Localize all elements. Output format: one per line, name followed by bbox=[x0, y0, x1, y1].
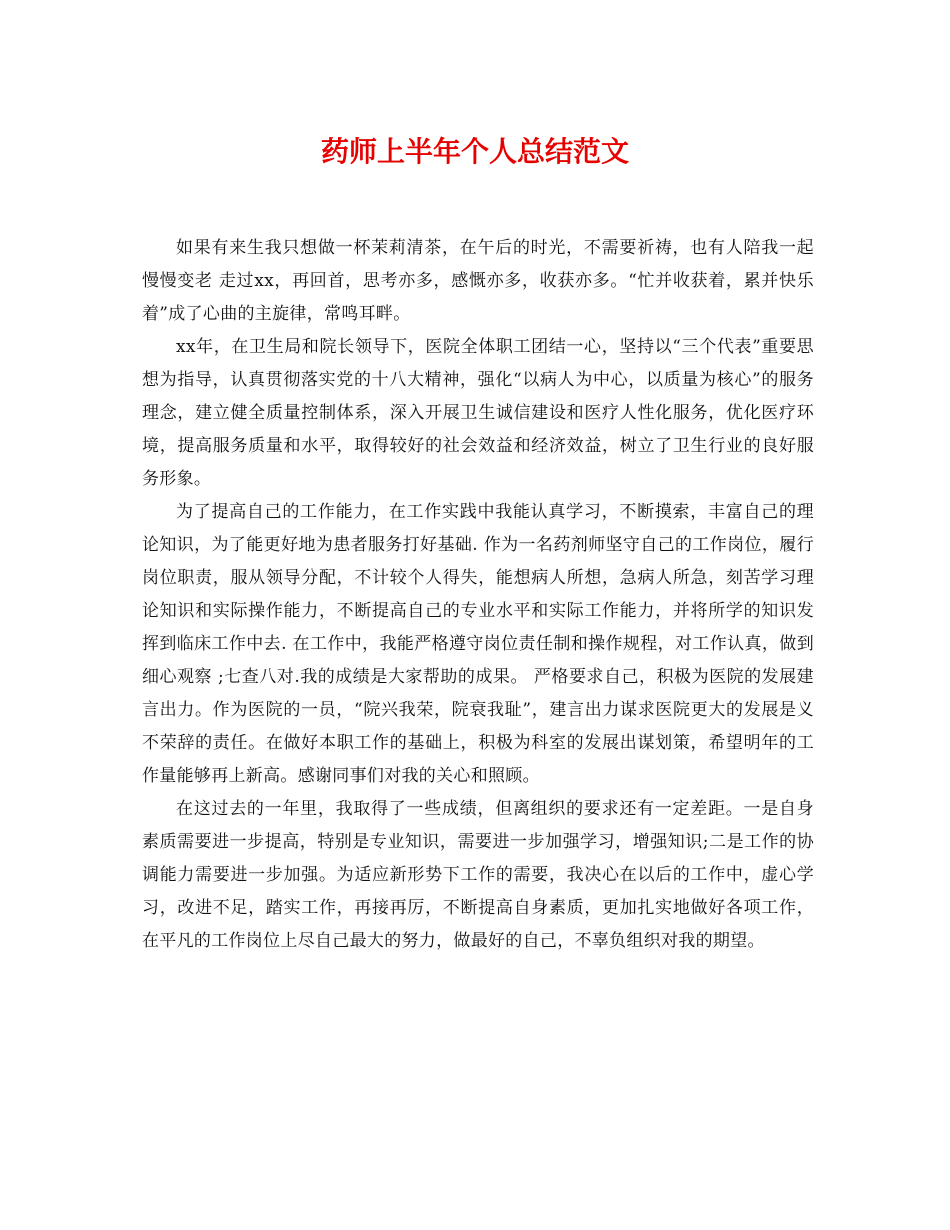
paragraph-intro: 如果有来生我只想做一杯茉莉清茶，在午后的时光，不需要祈祷，也有人陪我一起慢慢变老 走过xx，再回首，思考亦多，感慨亦多，收获亦多。“忙并收获着，累并快乐着”成了心曲的主旋律，常鸣耳畔。 bbox=[142, 238, 814, 324]
paragraph-shortcomings: 在这过去的一年里，我取得了一些成绩，但离组织的要求还有一定差距。一是自身素质需要进一步提高，特别是专业知识，需要进一步加强学习，增强知识;二是工作的协调能力需要进一步加强。为适应新形势下工作的需要，我决心在以后的工作中，虚心学习，改进不足，踏实工作，再接再厉，不断提高自身素质，更加扎实地做好各项工作，在平凡的工作岗位上尽自己最大的努力，做最好的自己，不辜负组织对我的期望。 bbox=[142, 799, 814, 951]
document-body bbox=[142, 232, 814, 958]
paragraph-work-practice: 为了提高自己的工作能力，在工作实践中我能认真学习，不断摸索，丰富自己的理论知识，为了能更好地为患者服务打好基础. 作为一名药剂师坚守自己的工作岗位，履行岗位职责，服从领导分配，不计较个人得失，能想病人所想，急病人所急，刻苦学习理论知识和实际操作能力，不断提高自己的专业水平和实际工作能力，并将所学的知识发挥到临床工作中去. 在工作中，我能严格遵守岗位责任制和操作规程，对工作认真，做到细心观察 ;七查八对.我的成绩是大家帮助的成果。 严格要求自己，积极为医院的发展建言出力。作为医院的一员，“院兴我荣，院衰我耻”，建言出力谋求医院更大的发展是义不荣辞的责任。在做好本职工作的基础上，积极为科室的发展出谋划策，希望明年的工作量能够再上新高。感谢同事们对我的关心和照顾。 bbox=[142, 502, 814, 786]
document-title: 药师上半年个人总结范文 bbox=[320, 135, 629, 168]
paragraph-hospital-overview: xx年，在卫生局和院长领导下，医院全体职工团结一心，坚持以“三个代表”重要思想为指导，认真贯彻落实党的十八大精神，强化“以病人为中心，以质量为核心”的服务理念，建立健全质量控制体系，深入开展卫生诚信建设和医疗人性化服务，优化医疗环境，提高服务质量和水平，取得较好的社会效益和经济效益，树立了卫生行业的良好服务形象。 bbox=[142, 337, 814, 489]
